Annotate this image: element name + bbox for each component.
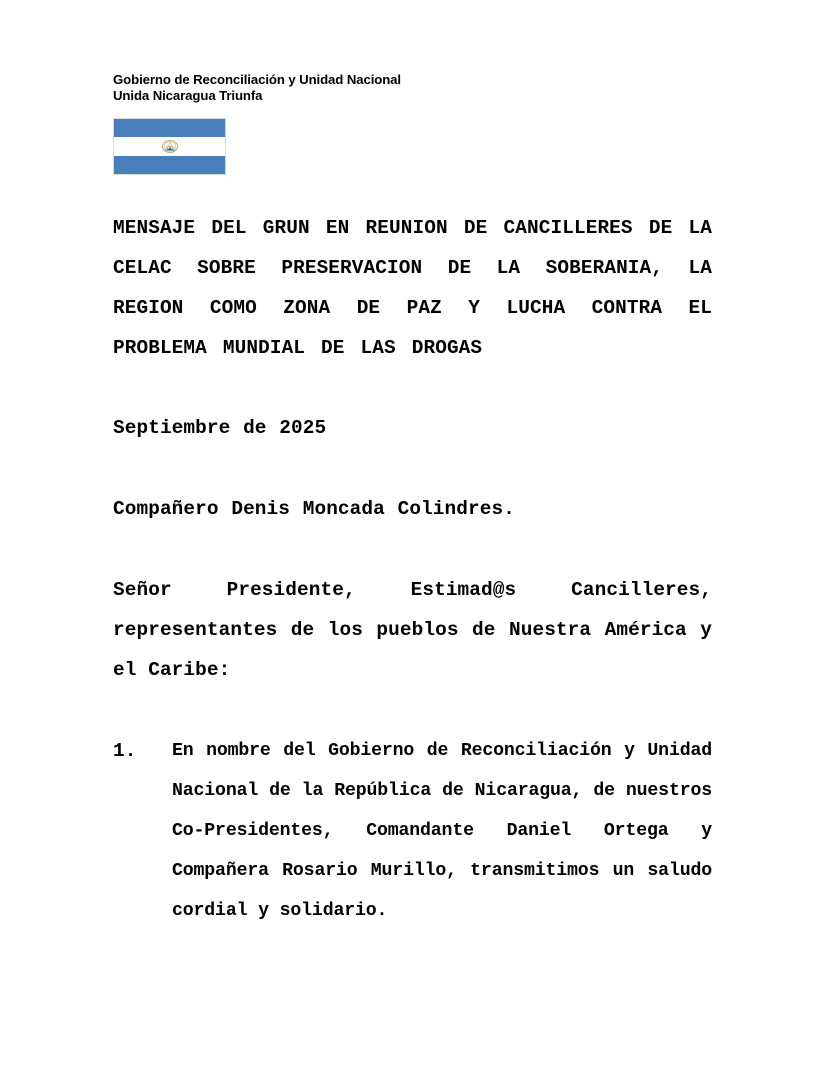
spacer-after-addressee xyxy=(113,529,712,570)
spacer-after-salutation xyxy=(113,690,712,731)
document-title: MENSAJE DEL GRUN EN REUNION DE CANCILLERES DE LA CELAC SOBRE PRESERVACION DE LA SOBERANIA, LA REGION COMO ZONA DE PAZ Y LUCHA CONTRA EL PROBLEMA MUNDIAL DE LAS DROGAS xyxy=(113,217,712,359)
numbered-paragraph-1 xyxy=(113,731,712,931)
paragraph-number-1: 1. xyxy=(113,740,137,762)
flag-band-middle-white xyxy=(114,137,225,155)
document-date: Septiembre de 2025 xyxy=(113,417,327,439)
letterhead-line-2: Unida Nicaragua Triunfa xyxy=(113,88,263,103)
paragraph-text-1: En nombre del Gobierno de Reconciliación y Unidad Nacional de la República de Nicaragua, de nuestros Co-Presidentes, Comandante Daniel Ortega y Compañera Rosario Murillo, transmitimos un saludo cordial y solidario. xyxy=(172,741,712,921)
spacer-after-title xyxy=(113,368,712,408)
document-salutation: Señor Presidente, Estimad@s Cancilleres, representantes de los pueblos de Nuestra América y el Caribe: xyxy=(113,579,712,681)
document-addressee: Compañero Denis Moncada Colindres. xyxy=(113,498,515,520)
letterhead xyxy=(113,72,753,104)
flag-band-top-blue xyxy=(114,119,225,137)
flag-band-bottom-blue xyxy=(114,156,225,174)
coat-of-arms-icon xyxy=(159,138,181,155)
spacer-after-date xyxy=(113,448,712,489)
nicaragua-flag-icon xyxy=(113,118,226,175)
letterhead-line-1: Gobierno de Reconciliación y Unidad Nacional xyxy=(113,72,401,87)
document-body xyxy=(113,208,712,931)
